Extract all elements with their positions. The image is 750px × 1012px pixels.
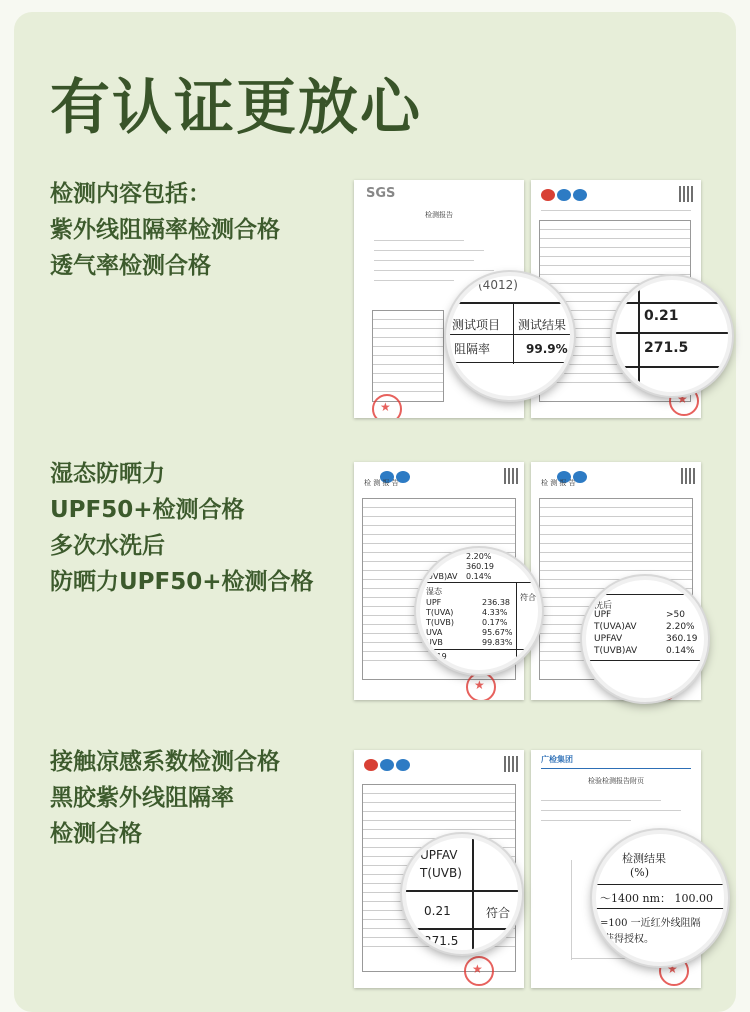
magnifier-wet-upf: 2.20% 360.19 (UVB)AV 0.14% 湿态 UPF 236.38 T(UVA) 4.33% T(UVB) 0.17% UVA 95.67% UVB 99.83% .19 符合 — [416, 548, 542, 674]
magnifier-black-glue: UPFAV T(UVB) 0.21 符合 271.5 — [402, 834, 522, 954]
magnifier-values: 0.21 271.5 — [612, 276, 732, 396]
stamp-seal — [466, 672, 496, 700]
feature-line: 防晒力UPF50+检测合格 — [50, 569, 314, 595]
feature-line: 检测合格 — [50, 821, 142, 847]
feature-line: UPF50+检测合格 — [50, 497, 245, 523]
report-title: 检测报告 — [425, 211, 453, 219]
feature-list-3 — [50, 744, 280, 852]
magnifier-washed-upf: 符合 洗后 UPF >50 T(UVA)AV 2.20% UPFAV 360.19 T(UVB)AV 0.14% — [582, 576, 708, 702]
feature-line: 透气率检测合格 — [50, 253, 211, 279]
report-title: 检验检测报告附页 — [588, 777, 644, 785]
feature-line: 黑胶紫外线阻隔率 — [50, 785, 234, 811]
gd-logo: 广检集团 — [541, 755, 573, 764]
stamp-seal — [464, 956, 494, 986]
feature-list-2 — [50, 456, 314, 600]
feature-line: 接触凉感系数检测合格 — [50, 749, 280, 775]
stamp-seal — [372, 394, 402, 418]
magnifier-infrared: 检测结果 (%) ～1400 nm： 100.00 =100 一近红外线阻隔 获得授权。 — [592, 830, 728, 966]
feature-line: 紫外线阻隔率检测合格 — [50, 217, 280, 243]
washed-upf-report-image: 检 测 报 告 ★ — [531, 462, 701, 700]
feature-line: 多次水洗后 — [50, 533, 165, 559]
feature-line: 检测内容包括： — [50, 181, 211, 207]
feature-line: 湿态防晒力 — [50, 461, 165, 487]
wet-upf-report-image: 检 测 报 告 ★ — [354, 462, 524, 700]
sgs-logo: SGS — [366, 186, 396, 201]
page-title: 有认证更放心 — [50, 73, 422, 143]
magnifier-blocking-rate: (4012) 测试项目 测试结果 阻隔率 99.9% — [446, 272, 574, 400]
feature-list-1 — [50, 176, 280, 284]
